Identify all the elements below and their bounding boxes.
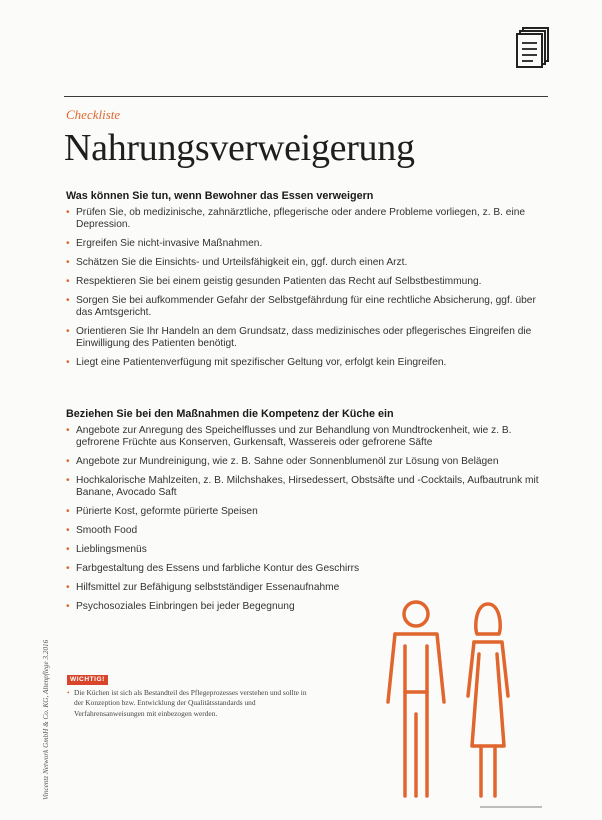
kicker-label: Checkliste bbox=[66, 107, 121, 122]
bullet-list bbox=[66, 207, 550, 369]
page-footer-mark bbox=[480, 806, 542, 808]
list-item: • Respektieren Sie bei einem geistig gesunden Patienten das Recht auf Selbstbestimmung. bbox=[66, 276, 550, 288]
list-item: • Lieblingsmenüs bbox=[66, 544, 550, 556]
copyright-sidebar: Vincentz Network GmbH & Co. KG, Altenpflege 3.2016 bbox=[42, 639, 50, 800]
list-item: • Sorgen Sie bei aufkommender Gefahr der Selbstgefährdung für eine rechtliche Absicherung, ggf. über das Amtsgericht. bbox=[66, 295, 550, 319]
list-item: • Prüfen Sie, ob medizinische, zahnärztliche, pflegerische oder andere Probleme vorliegen, z. B. eine Depression. bbox=[66, 207, 550, 231]
bullet-list bbox=[66, 425, 550, 613]
page-title: Nahrungsverweigerung bbox=[64, 127, 415, 169]
list-item: • Smooth Food bbox=[66, 525, 550, 537]
header-divider bbox=[64, 96, 548, 97]
document-stack-icon bbox=[516, 27, 550, 69]
list-item: • Schätzen Sie die Einsichts- und Urteilsfähigkeit ein, ggf. durch einen Arzt. bbox=[66, 257, 550, 269]
important-badge: WICHTIG! bbox=[67, 675, 108, 685]
list-item: • Farbgestaltung des Essens und farbliche Kontur des Geschirrs bbox=[66, 563, 550, 575]
list-item: • Ergreifen Sie nicht-invasive Maßnahmen. bbox=[66, 238, 550, 250]
important-note: • Die Küchen ist sich als Bestandteil des Pflegeprozesses verstehen und sollte in der Konzeption bzw. Entwicklung der Qualitätsstandards und Verfahrensanweisungen mit einbezogen werden. bbox=[67, 688, 309, 719]
list-item: • Hilfsmittel zur Befähigung selbstständiger Essenaufnahme bbox=[66, 582, 550, 594]
list-item: • Pürierte Kost, geformte pürierte Speisen bbox=[66, 506, 550, 518]
section-heading: Was können Sie tun, wenn Bewohner das Essen verweigern bbox=[66, 190, 374, 202]
section-refusal-actions bbox=[66, 190, 550, 376]
list-item: • Hochkalorische Mahlzeiten, z. B. Milchshakes, Hirsedessert, Obstsäfte und -Cocktails, Aufbautrunk mit Banane, Avocado Saft bbox=[66, 475, 550, 499]
list-item: • Orientieren Sie Ihr Handeln an dem Grundsatz, dass medizinisches oder pflegerisches Eingreifen die Einwilligung des Patienten benötigt. bbox=[66, 326, 550, 350]
list-item: • Psychosoziales Einbringen bei jeder Begegnung bbox=[66, 601, 550, 613]
section-heading: Beziehen Sie bei den Maßnahmen die Kompetenz der Küche ein bbox=[66, 408, 394, 420]
man-and-woman-figures-icon bbox=[378, 596, 538, 806]
section-kitchen-competence bbox=[66, 408, 550, 620]
list-item: • Liegt eine Patientenverfügung mit spezifischer Geltung vor, erfolgt kein Eingreifen. bbox=[66, 357, 550, 369]
list-item: • Angebote zur Mundreinigung, wie z. B. Sahne oder Sonnenblumenöl zur Lösung von Belägen bbox=[66, 456, 550, 468]
list-item: • Angebote zur Anregung des Speichelflusses und zur Behandlung von Mundtrockenheit, wie z. B. gefrorene Früchte aus Konserven, Gurkensaft, Wassereis oder gefrorene Säfte bbox=[66, 425, 550, 449]
